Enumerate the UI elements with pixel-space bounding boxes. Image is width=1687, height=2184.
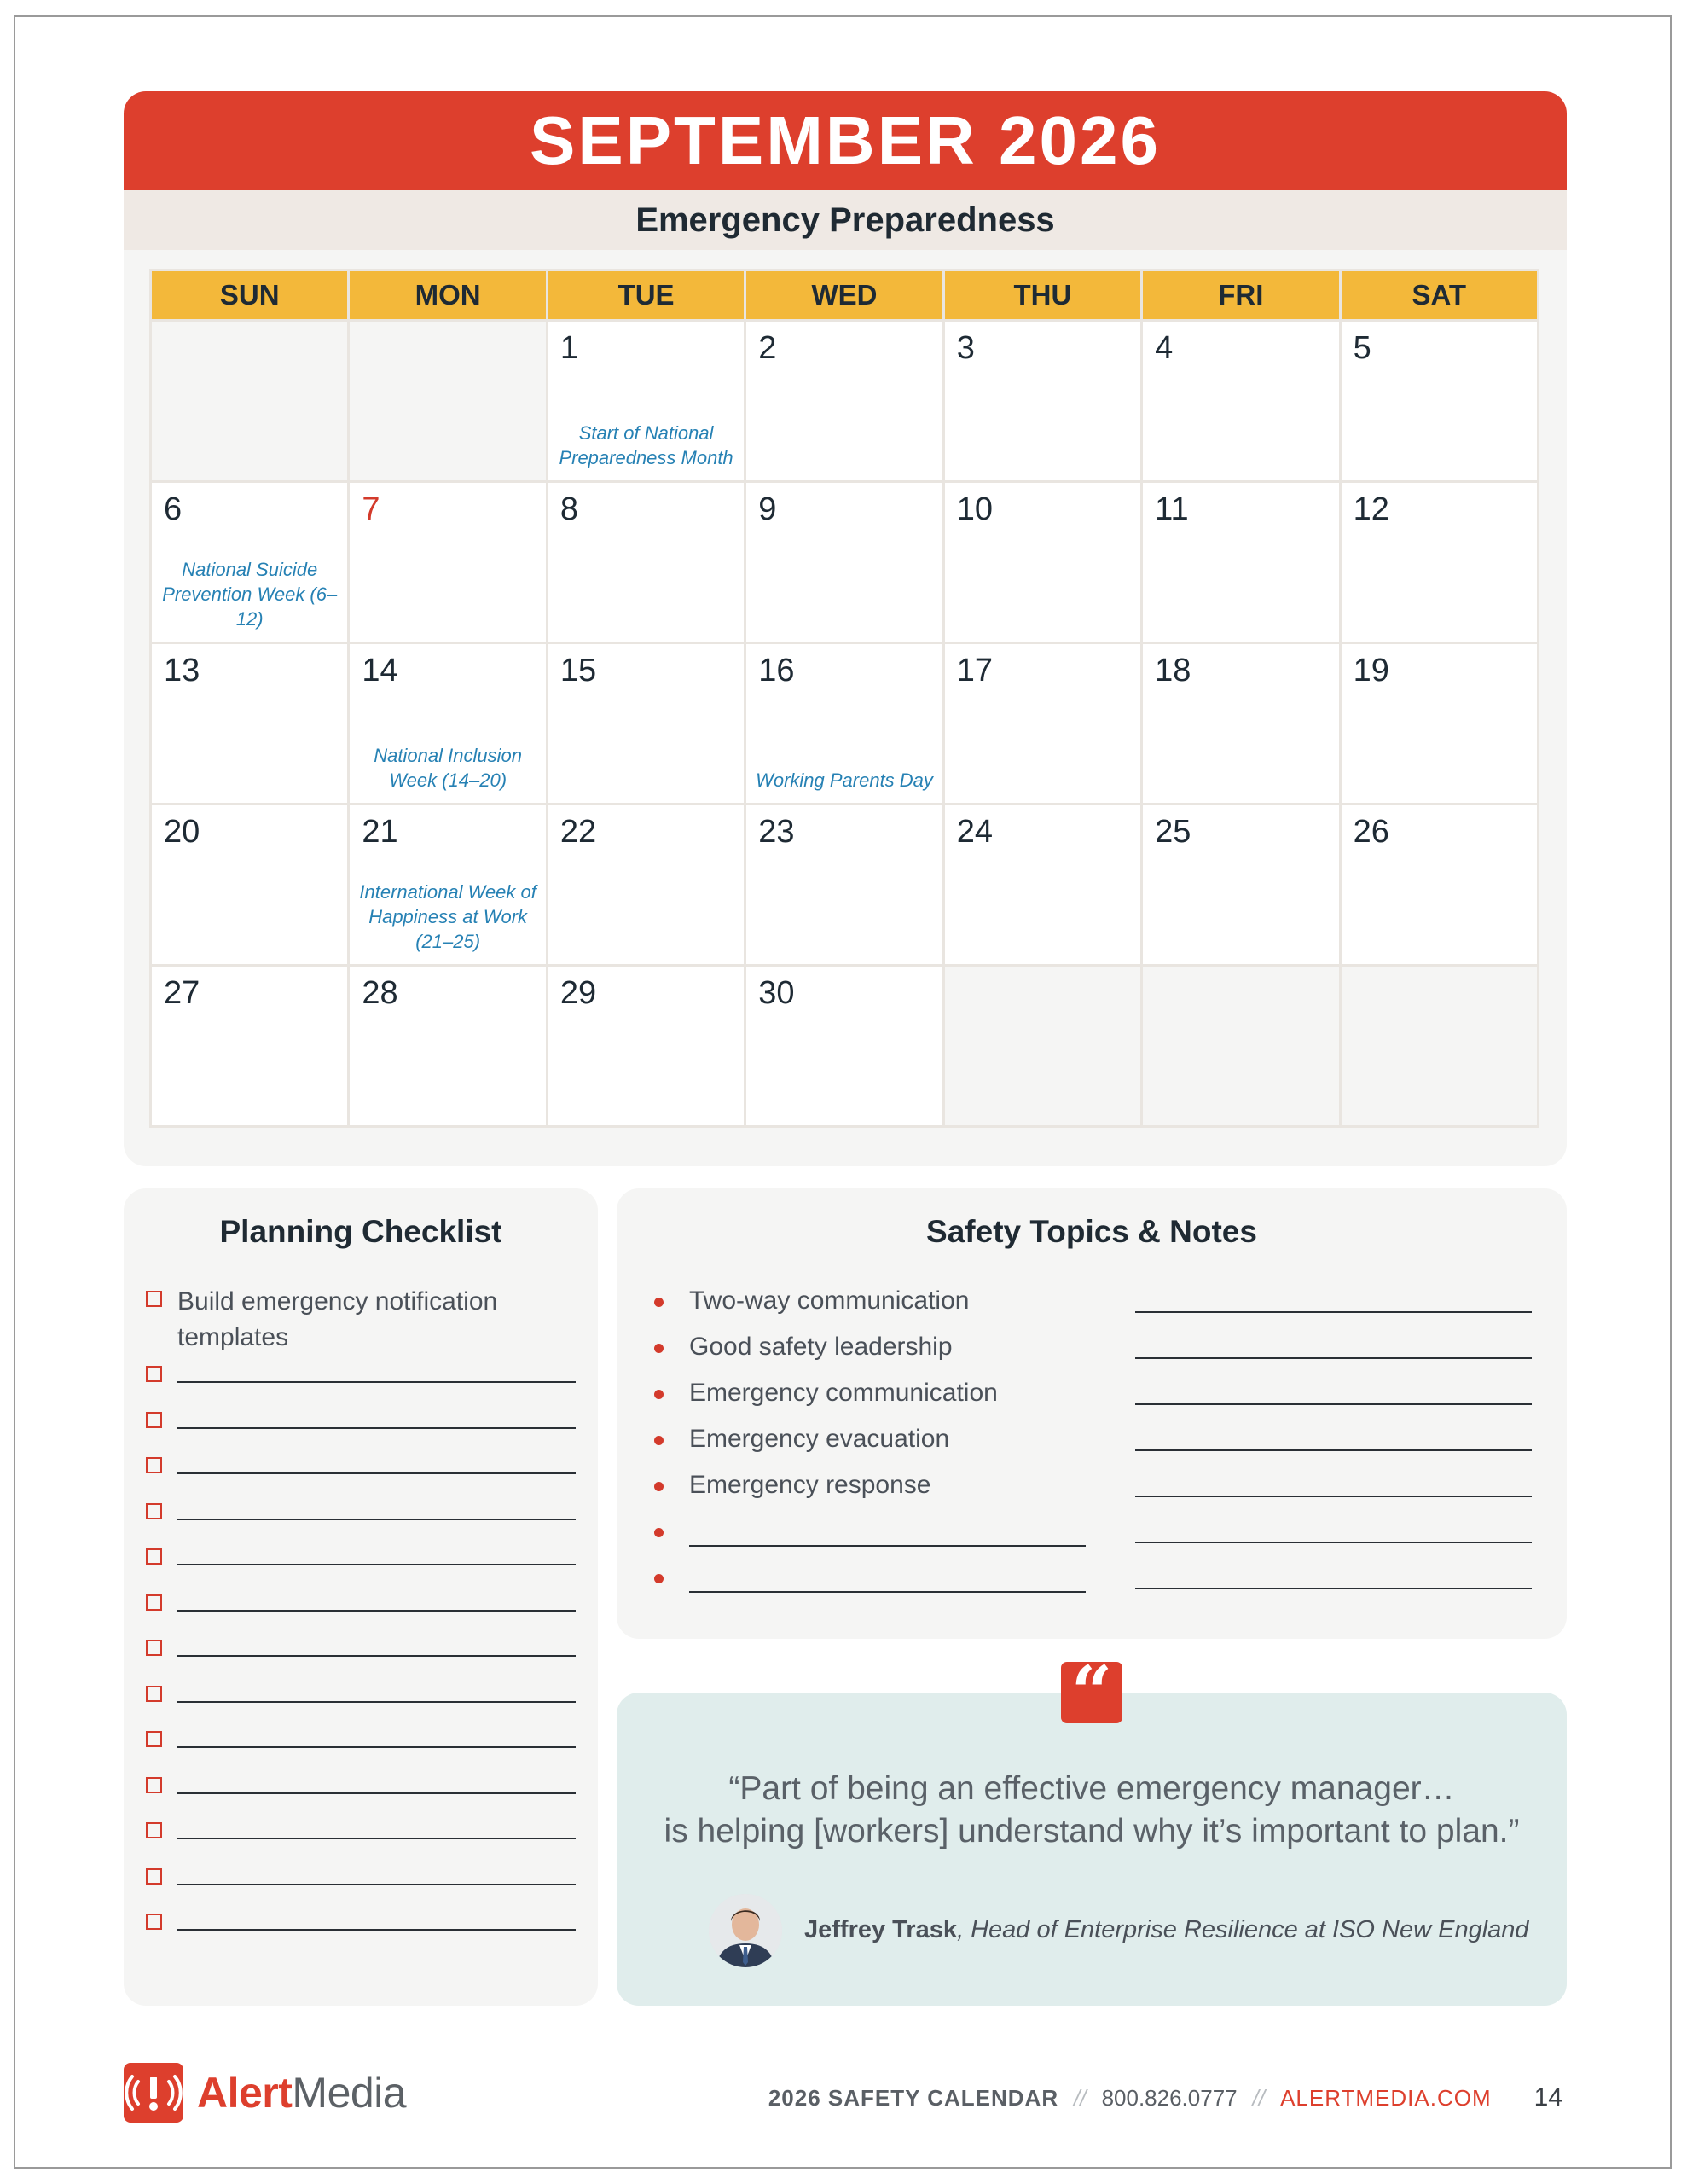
calendar-day-cell (548, 967, 744, 1125)
quote-author-role: , Head of Enterprise Resilience at ISO New England (956, 1916, 1529, 1943)
write-in-line[interactable] (177, 1729, 576, 1748)
topic-row (651, 1376, 1538, 1410)
calendar-day-cell (1143, 322, 1338, 480)
topic-row (651, 1330, 1538, 1364)
notes-line[interactable] (1135, 1588, 1532, 1589)
checkbox[interactable] (146, 1822, 162, 1838)
calendar-day-cell (350, 644, 545, 803)
quote-card (617, 1693, 1567, 2006)
weekday-header: WED (746, 271, 942, 319)
weekday-header: SUN (152, 271, 347, 319)
logo-wordmark: AlertMedia (197, 2069, 407, 2117)
calendar-day-cell (945, 644, 1140, 803)
calendar-day-cell (945, 322, 1140, 480)
day-number: 9 (758, 491, 777, 527)
day-number: 10 (956, 491, 993, 527)
day-number: 25 (1155, 814, 1191, 850)
day-number: 21 (362, 814, 398, 850)
topic-row (651, 1560, 1538, 1594)
footer-phone: 800.826.0777 (1101, 2085, 1238, 2111)
calendar-day-cell (945, 805, 1140, 964)
calendar-event: Start of National Preparedness Month (559, 422, 733, 468)
write-in-line[interactable] (689, 1545, 1086, 1547)
day-number: 3 (956, 330, 975, 366)
calendar-day-cell (548, 805, 744, 964)
calendar-day-cell (746, 967, 942, 1125)
checkbox[interactable] (146, 1291, 162, 1307)
weekday-header: THU (945, 271, 1140, 319)
topic-text: Good safety leadership (689, 1333, 953, 1361)
day-number: 2 (758, 330, 777, 366)
footer-document-title: 2026 SAFETY CALENDAR (768, 2085, 1059, 2111)
checkbox[interactable] (146, 1868, 162, 1885)
day-number: 11 (1155, 491, 1189, 527)
checklist-blank-item (146, 1821, 576, 1846)
footer-separator: // (1252, 2085, 1266, 2111)
calendar-card (124, 91, 1567, 1166)
day-number: 29 (559, 975, 597, 1011)
checklist-title: Planning Checklist (219, 1214, 502, 1249)
day-number: 4 (1155, 330, 1174, 366)
day-number: 24 (956, 814, 993, 850)
calendar-day-cell (350, 483, 545, 642)
topic-row (651, 1514, 1538, 1548)
checkbox[interactable] (146, 1412, 162, 1428)
day-number: 30 (758, 975, 795, 1011)
notes-line[interactable] (1135, 1449, 1532, 1451)
calendar-day-cell (1143, 805, 1338, 964)
calendar-day-cell (746, 644, 942, 803)
checklist-blank-item (146, 1867, 576, 1892)
alert-siren-icon (124, 2063, 183, 2123)
checklist-blank-item (146, 1912, 576, 1937)
calendar-grid (149, 269, 1539, 1128)
notes-line[interactable] (1135, 1496, 1532, 1497)
checklist-blank-item (146, 1593, 576, 1618)
calendar-day-cell (152, 805, 347, 964)
checklist-item-text: Build emergency notification templates (177, 1287, 498, 1351)
bullet-icon (654, 1436, 664, 1445)
checklist-blank-item (146, 1684, 576, 1710)
planning-checklist-panel (124, 1188, 598, 2006)
checklist-blank-item (146, 1364, 576, 1390)
calendar-empty-cell (1342, 967, 1537, 1125)
topic-row (651, 1468, 1538, 1502)
day-number: 23 (758, 814, 795, 850)
checkbox[interactable] (146, 1640, 162, 1656)
calendar-event: Working Parents Day (756, 770, 933, 791)
day-number: 7 (362, 491, 380, 527)
topic-text: Two-way communication (689, 1287, 970, 1315)
calendar-day-cell (1342, 483, 1537, 642)
checkbox[interactable] (146, 1548, 162, 1565)
quote-line: “Part of being an effective emergency manager… (728, 1770, 1455, 1807)
quote-line: is helping [workers] understand why it’s important to plan.” (664, 1813, 1520, 1850)
day-number: 5 (1353, 330, 1371, 366)
day-number: 15 (559, 653, 597, 688)
calendar-event: International Week of Happiness at Work (21–25) (359, 881, 536, 952)
checklist-blank-item (146, 1638, 576, 1664)
write-in-line[interactable] (177, 1867, 576, 1885)
calendar-day-cell (945, 483, 1140, 642)
weekday-header: SAT (1342, 271, 1537, 319)
checklist-blank-item (146, 1547, 576, 1572)
write-in-line[interactable] (177, 1775, 576, 1794)
footer-info (768, 2083, 1562, 2112)
page-number: 14 (1533, 2083, 1562, 2111)
calendar-event: National Inclusion Week (14–20) (374, 745, 522, 791)
calendar-empty-cell (152, 322, 347, 480)
day-number: 8 (559, 491, 578, 527)
person-portrait-icon (709, 1894, 782, 1967)
calendar-day-cell (746, 805, 942, 964)
calendar-day-cell (1342, 644, 1537, 803)
calendar-empty-cell (945, 967, 1140, 1125)
topic-text: Emergency evacuation (689, 1425, 950, 1453)
quote-attribution (804, 1916, 1529, 1944)
day-number: 26 (1353, 814, 1389, 850)
checkbox[interactable] (146, 1686, 162, 1702)
bullet-icon (654, 1298, 664, 1307)
calendar-day-cell (548, 644, 744, 803)
day-number: 1 (559, 330, 578, 366)
checkbox[interactable] (146, 1914, 162, 1930)
write-in-line[interactable] (689, 1591, 1086, 1593)
calendar-empty-cell (1143, 967, 1338, 1125)
topics-title: Safety Topics & Notes (926, 1214, 1257, 1249)
topic-row (651, 1422, 1538, 1456)
quote-mark-icon: “ (1061, 1662, 1122, 1723)
day-number: 14 (362, 653, 398, 688)
alertmedia-logo (124, 2063, 406, 2123)
write-in-line[interactable] (177, 1821, 576, 1839)
write-in-line[interactable] (177, 1455, 576, 1474)
checkbox[interactable] (146, 1777, 162, 1793)
calendar-day-cell (1342, 322, 1537, 480)
checkbox[interactable] (146, 1594, 162, 1611)
weekday-header: MON (350, 271, 545, 319)
calendar-day-cell (746, 483, 942, 642)
calendar-day-cell (1143, 644, 1338, 803)
write-in-line[interactable] (177, 1638, 576, 1657)
checkbox[interactable] (146, 1503, 162, 1519)
quote-author: Jeffrey Trask (804, 1916, 957, 1943)
calendar-day-cell (350, 805, 545, 964)
day-number: 6 (164, 491, 183, 527)
calendar-theme: Emergency Preparedness (124, 190, 1567, 250)
calendar-event: National Suicide Prevention Week (6–12) (162, 559, 338, 630)
checklist-blank-item (146, 1729, 576, 1755)
day-number: 19 (1353, 653, 1389, 688)
day-number: 22 (559, 814, 597, 850)
calendar-day-cell (152, 967, 347, 1125)
quote-text (634, 1768, 1550, 1853)
avatar (709, 1894, 782, 1967)
write-in-line[interactable] (177, 1410, 576, 1429)
write-in-line[interactable] (177, 1912, 576, 1931)
day-number: 17 (956, 653, 993, 688)
calendar-day-cell (152, 644, 347, 803)
write-in-line[interactable] (177, 1593, 576, 1612)
calendar-month-title: SEPTEMBER 2026 (124, 91, 1567, 190)
calendar-day-cell (1342, 805, 1537, 964)
day-number: 16 (758, 653, 795, 688)
checkbox[interactable] (146, 1457, 162, 1473)
notes-line[interactable] (1135, 1357, 1532, 1359)
notes-line[interactable] (1135, 1403, 1532, 1405)
weekday-header: TUE (548, 271, 744, 319)
safety-topics-panel (617, 1188, 1567, 1639)
day-number: 12 (1353, 491, 1389, 527)
write-in-line[interactable] (177, 1547, 576, 1565)
day-number: 18 (1155, 653, 1191, 688)
notes-line[interactable] (1135, 1542, 1532, 1543)
checkbox[interactable] (146, 1731, 162, 1747)
write-in-line[interactable] (177, 1502, 576, 1520)
checklist-blank-item (146, 1775, 576, 1801)
footer-website-link[interactable]: ALERTMEDIA.COM (1280, 2085, 1492, 2111)
topic-text: Emergency response (689, 1471, 931, 1499)
calendar-day-cell (1143, 483, 1338, 642)
checklist-item (146, 1284, 572, 1356)
calendar-day-cell (548, 483, 744, 642)
bullet-icon (654, 1344, 664, 1353)
checklist-blank-item (146, 1455, 576, 1481)
write-in-line[interactable] (177, 1684, 576, 1703)
notes-line[interactable] (1135, 1311, 1532, 1313)
checklist-blank-item (146, 1410, 576, 1436)
write-in-line[interactable] (177, 1364, 576, 1383)
checklist-blank-item (146, 1502, 576, 1527)
calendar-day-cell (152, 483, 347, 642)
calendar-empty-cell (350, 322, 545, 480)
calendar-day-cell (350, 967, 545, 1125)
bullet-icon (654, 1528, 664, 1537)
weekday-header: FRI (1143, 271, 1338, 319)
calendar-day-cell (548, 322, 744, 480)
bullet-icon (654, 1482, 664, 1491)
checkbox[interactable] (146, 1366, 162, 1382)
day-number: 27 (164, 975, 200, 1011)
bullet-icon (654, 1574, 664, 1583)
topic-text: Emergency communication (689, 1379, 998, 1407)
day-number: 28 (362, 975, 398, 1011)
topic-row (651, 1284, 1538, 1318)
calendar-day-cell (746, 322, 942, 480)
footer-separator: // (1074, 2085, 1087, 2111)
bullet-icon (654, 1390, 664, 1399)
day-number: 13 (164, 653, 200, 688)
day-number: 20 (164, 814, 200, 850)
